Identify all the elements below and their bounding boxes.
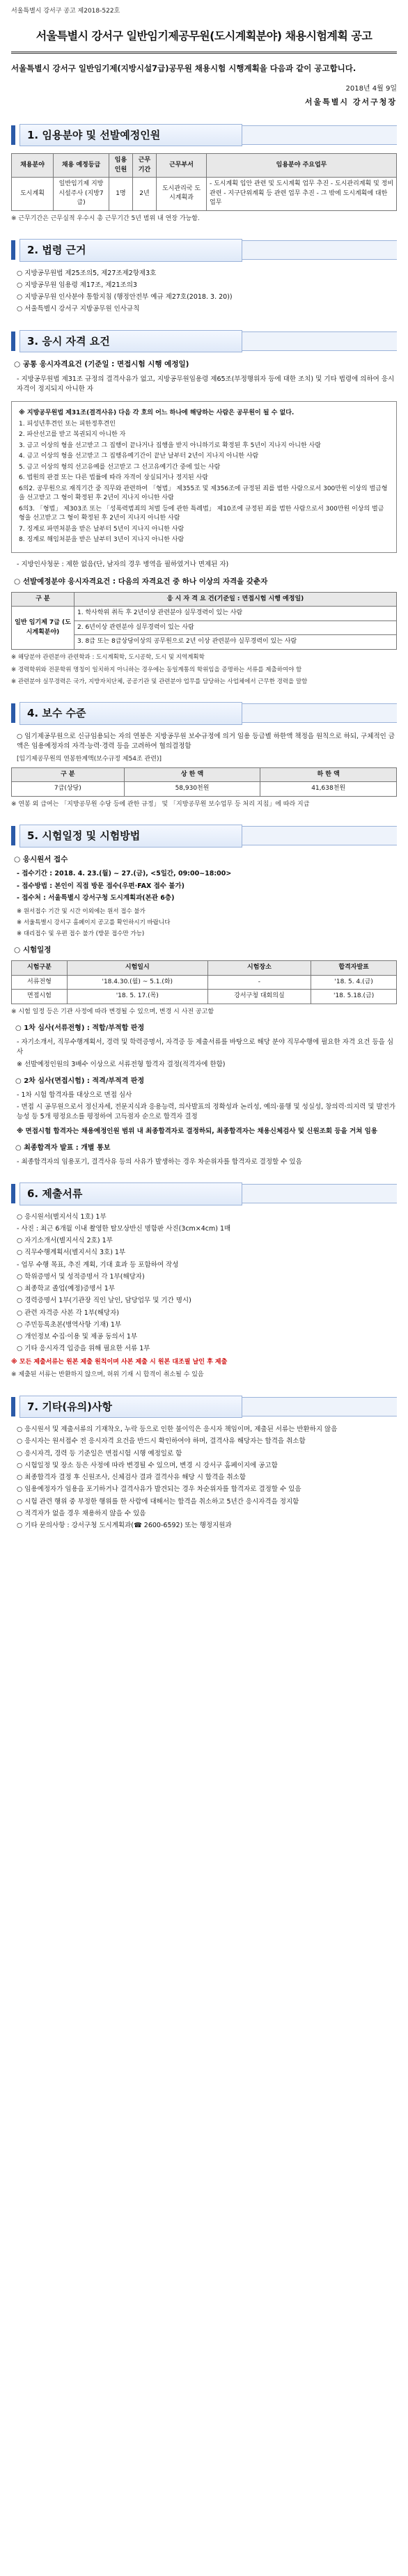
section-note: ※ 제출된 서류는 반환하지 않으며, 허위 기재 시 합격이 취소될 수 있음 bbox=[11, 1371, 204, 1379]
col-header: 근무부서 bbox=[157, 154, 207, 178]
table-cell: '18. 5. 17.(목) bbox=[67, 990, 207, 1004]
disqualification-box bbox=[11, 401, 397, 553]
list-item: ○ 개인정보 수집·이용 및 제공 동의서 1부 bbox=[17, 1333, 138, 1341]
list-item: ○ 응시원서 및 제출서류의 기재착오, 누락 등으로 인한 불이익은 응시자 책임이며, 제출된 서류는 반환하지 않음 bbox=[17, 1426, 338, 1434]
section-header-5 bbox=[11, 825, 397, 848]
subheading: ○ 2차 심사(면접시험) : 적격/부적격 판정 bbox=[15, 1077, 145, 1085]
schedule-table bbox=[11, 960, 397, 1004]
section-note: ※ 연봉 외 급여는 「지방공무원 수당 등에 관한 규정」 및 「지방공무원 보수업무 등 처리 지침」에 따라 지급 bbox=[11, 800, 310, 808]
list-item: 3. 금고 이상의 형을 선고받고 그 집행이 끝나거나 집행을 받지 아니하기로 확정된 후 5년이 지나지 아니한 사람 bbox=[19, 442, 321, 449]
col-header: 하 한 액 bbox=[260, 767, 397, 782]
issuer: 서울특별시 강서구청장 bbox=[304, 97, 397, 107]
col-header: 채용분야 bbox=[12, 154, 54, 178]
list-item: ※ 서울특별시 강서구 홈페이지 공고를 확인하시기 바랍니다 bbox=[17, 919, 171, 926]
list-item: ○ 학위증명서 및 성적증명서 각 1부(해당자) bbox=[17, 1272, 145, 1281]
table-cell: '18.4.30.(월) ~ 5.1.(화) bbox=[67, 975, 207, 990]
table-cell: 도시관리국 도시계획과 bbox=[157, 178, 207, 211]
table-cell: 3. 8급 또는 8급상당이상의 공무원으로 2년 이상 관련분야 실무경력이 있는 사람 bbox=[74, 635, 397, 650]
table-cell: 강서구청 대회의실 bbox=[207, 990, 311, 1004]
col-header: 구 분 bbox=[12, 767, 125, 782]
table-cell: 58,930천원 bbox=[124, 782, 260, 797]
list-item: - 면접 시 공무원으로서 정신자세, 전문지식과 응용능력, 의사발표의 정확성과 논리성, 예의·품행 및 성실성, 창의력·의지력 및 발전가능성 등 5개 평정요소를 평정하여 고득점자 순으로 합격자 결정 bbox=[17, 1103, 396, 1121]
list-item: - 접수방법 : 본인이 직접 방문 접수(우편·FAX 접수 불가) bbox=[17, 882, 185, 890]
table-cell: 7급(상당) bbox=[12, 782, 125, 797]
table-cell: '18. 5.18.(금) bbox=[311, 990, 397, 1004]
col-header: 시험구분 bbox=[12, 961, 68, 976]
list-item: 6의3. 「형법」 제303조 또는 「성폭력범죄의 처벌 등에 관한 특례법」 제10조에 규정된 죄를 범한 사람으로서 300만원 이상의 벌금형을 선고받고 그 형이 확정된 후 2년이 지나지 아니한 사람 bbox=[19, 505, 384, 522]
list-item: ○ 임용예정자가 임용을 포기하거나 결격사유가 발견되는 경우 차순위자를 합격자로 결정할 수 있음 bbox=[17, 1485, 301, 1494]
col-header: 근무 기간 bbox=[133, 154, 157, 178]
section-title: 3. 응시 자격 요건 bbox=[19, 330, 242, 353]
list-item: ○ 서울특별시 강서구 지방공무원 인사규칙 bbox=[17, 305, 140, 313]
table-cell: 1명 bbox=[109, 178, 133, 211]
list-item: - 지방인사청문 : 제한 없음(단, 남자의 경우 병역을 필하였거나 면제된 자) bbox=[17, 560, 229, 568]
list-item: ○ 응시원서(별지서식 1호) 1부 bbox=[17, 1212, 107, 1221]
table-cell: 면접시험 bbox=[12, 990, 68, 1004]
col-header: 상 한 액 bbox=[124, 767, 260, 782]
section-title: 7. 기타(유의)사항 bbox=[19, 1396, 242, 1419]
section-title: 2. 법령 근거 bbox=[19, 239, 242, 262]
table-cell: 2. 6년이상 관련분야 실무경력이 있는 사람 bbox=[74, 620, 397, 635]
list-item: 5. 금고 이상의 형의 선고유예를 선고받고 그 선고유예기간 중에 있는 사람 bbox=[19, 463, 221, 471]
col-header: 응 시 자 격 요 건(기준일 : 면접시험 시행 예정일) bbox=[74, 592, 397, 607]
section-header-2 bbox=[11, 239, 397, 262]
section-note: ※ 관련분야 실무경력은 국가, 지방자치단체, 공공기관 및 관련분야 업무를 담당하는 사업체에서 근무한 경력을 말함 bbox=[11, 678, 308, 686]
section-note: ※ 모든 제출서류는 원본 제출 원칙이며 사본 제출 시 원본 대조필 날인 후 제출 bbox=[11, 1358, 228, 1366]
list-item: ○ 시험 관련 행위 중 부정한 행위를 한 사람에 대해서는 합격을 취소하고 5년간 응시자격을 정지함 bbox=[17, 1497, 299, 1506]
table-cell: 도시계획 bbox=[12, 178, 54, 211]
section-header-4 bbox=[11, 702, 397, 725]
col-header: 시험장소 bbox=[207, 961, 311, 976]
section-note: ※ 경력학위와 전문학위 명칭이 일치하지 아니하는 경우에는 동일계통의 학위임을 증명하는 서류를 제출하여야 함 bbox=[11, 666, 302, 673]
list-item: 6의2. 공무원으로 재직기간 중 직무와 관련하여 「형법」 제355조 및 제356조에 규정된 죄를 범한 사람으로서 300만원 이상의 벌금형을 선고받고 그 형이 확정된 후 2년이 지나지 아니한 사람 bbox=[19, 485, 388, 502]
table-row bbox=[12, 975, 397, 990]
list-item: - 1차 시험 합격자를 대상으로 면접 심사 bbox=[17, 1091, 132, 1099]
notice-date: 2018년 4월 9일 bbox=[345, 85, 397, 93]
list-item: - 접수처 : 서울특별시 강서구청 도시계획과(본관 6층) bbox=[17, 893, 175, 902]
section-header-1 bbox=[11, 124, 397, 147]
legal-basis-list bbox=[17, 269, 397, 315]
list-item: 2. 파산선고를 받고 복권되지 아니한 자 bbox=[19, 431, 126, 439]
list-item: - 사진 : 최근 6개월 이내 촬영한 탈모상반신 명함판 사진(3cm×4cm) 1매 bbox=[17, 1224, 231, 1233]
list-item: - 지방공무원법 제31조 규정의 결격사유가 없고, 지방공무원임용령 제65조(부정행위자 등에 대한 조치) 및 기타 법령에 의하여 응시자격이 정지되지 아니한 자 bbox=[17, 375, 395, 393]
list-item: 4. 금고 이상의 형을 선고받고 그 집행유예기간이 끝난 날부터 2년이 지나지 아니한 사람 bbox=[19, 453, 259, 460]
list-item: ○ 지방공무원 임용령 제17조, 제21조의3 bbox=[17, 281, 137, 289]
subheading: ○ 선발예정분야 응시자격요건 : 다음의 자격요건 중 하나 이상의 자격을 갖춘자 bbox=[14, 577, 268, 586]
page-title: 서울특별시 강서구 일반임기제공무원(도시계획분야) 채용시험계획 공고 bbox=[11, 28, 397, 54]
section-header-7 bbox=[11, 1396, 397, 1419]
list-item: ○ 관련 자격증 사본 각 1부(해당자) bbox=[17, 1309, 119, 1317]
section-title: 6. 제출서류 bbox=[19, 1182, 242, 1205]
col-header: 구 분 bbox=[12, 592, 74, 607]
list-item: ○ 지방공무원 인사분야 통합지침 (행정안전부 예규 제27호(2018. 3. 20)) bbox=[17, 293, 233, 302]
table-row bbox=[12, 178, 397, 211]
box-title: ※ 지방공무원법 제31조(결격사유) 다음 각 호의 어느 하나에 해당하는 사람은 공무원이 될 수 없다. bbox=[19, 409, 295, 417]
list-item: - 접수기간 : 2018. 4. 23.(월) ~ 27.(금), <5일간, 09:00~18:00> bbox=[17, 870, 232, 878]
section-note: ※ 해당분야 관련분야 관련학과 : 도시계획학, 도시공학, 도시 및 지역계획학 bbox=[11, 653, 205, 661]
table-row bbox=[12, 782, 397, 797]
list-item: ○ 최종학교 졸업(예정)증명서 1부 bbox=[17, 1285, 115, 1293]
list-item: ○ 기타 문의사항 : 강서구청 도시계획과(☎ 2600-6592) 또는 행정지원과 bbox=[17, 1522, 232, 1530]
section-title: 1. 임용분야 및 선발예정인원 bbox=[19, 124, 242, 147]
col-header: 합격자발표 bbox=[311, 961, 397, 976]
salary-table bbox=[11, 767, 397, 797]
list-item: ○ 경력증명서 1부(기관장 직인 날인, 담당업무 및 기간 명시) bbox=[17, 1297, 191, 1305]
list-item: ○ 응시자격, 경력 등 기준일은 면접시험 시행 예정일로 함 bbox=[17, 1449, 182, 1458]
table-cell: 1. 학사학위 취득 후 2년이상 관련분야 실무경력이 있는 사람 bbox=[74, 607, 397, 621]
list-item: - 업무 수행 목표, 추진 계획, 기대 효과 등 포함하여 작성 bbox=[17, 1260, 179, 1269]
list-item: ○ 지방공무원법 제25조의5, 제27조제2항제3호 bbox=[17, 269, 157, 277]
subheading: ○ 1차 심사(서류전형) : 적합/부적합 판정 bbox=[15, 1024, 145, 1033]
list-item: 6. 법원의 판결 또는 다른 법률에 따라 자격이 상실되거나 정지된 사람 bbox=[19, 474, 208, 482]
col-header: 임용 인원 bbox=[109, 154, 133, 178]
list-item: ※ 대리접수 및 우편 접수 불가 (방문 접수만 가능) bbox=[17, 930, 145, 937]
list-item: 8. 징계로 해임처분을 받은 날부터 3년이 지나지 아니한 사람 bbox=[19, 536, 185, 544]
table-cell: 41,638천원 bbox=[260, 782, 397, 797]
subheading: ○ 시험일정 bbox=[14, 946, 52, 955]
list-item: ※ 선발예정인원의 3배수 이상으로 서류전형 합격자 결정(적격자에 한함) bbox=[17, 1060, 226, 1068]
notice-number: 서울특별시 강서구 공고 제2018-522호 bbox=[11, 8, 120, 15]
table-row bbox=[12, 607, 397, 621]
col-header: 채용 예정등급 bbox=[54, 154, 109, 178]
intro-text: 서울특별시 강서구 일반임기제(지방시설7급)공무원 채용시험 시행계획을 다음과 같이 공고합니다. bbox=[11, 63, 356, 73]
table-cell: 2년 bbox=[133, 178, 157, 211]
subheading: ○ 응시원서 접수 bbox=[14, 854, 68, 864]
table-row bbox=[12, 990, 397, 1004]
list-item: ※ 원서접수 기간 및 시간 이외에는 원서 접수 불가 bbox=[17, 908, 146, 916]
list-item: ○ 직무수행계획서(별지서식 3호) 1부 bbox=[17, 1249, 126, 1257]
subheading: ○ 최종합격자 발표 : 개별 통보 bbox=[15, 1143, 111, 1152]
list-item: ※ 면접시험 합격자는 채용예정인원 범위 내 최종합격자로 결정하되, 최종합격자는 채용신체검사 및 신원조회 등을 거쳐 임용 bbox=[17, 1127, 377, 1135]
section-header-6 bbox=[11, 1182, 397, 1205]
table-cell: 서류전형 bbox=[12, 975, 68, 990]
section-note: ※ 시험 일정 등은 기관 사정에 따라 변경될 수 있으며, 변경 시 사전 공고함 bbox=[11, 1008, 214, 1015]
subheading: ○ 공통 응시자격요건 (기준일 : 면접시험 시행 예정일) bbox=[14, 360, 189, 369]
table-cell: - 도시계획 입안 관련 및 도시계획 업무 추진 - 도시관리계획 및 정비 관련 - 지구단위계획 등 관련 업무 추진 - 그 밖에 도시계획에 대한 업무 bbox=[207, 178, 397, 211]
section-header-3 bbox=[11, 330, 397, 353]
col-header: 임용분야 주요업무 bbox=[207, 154, 397, 178]
list-item: 7. 징계로 파면처분을 받은 날부터 5년이 지나지 아니한 사람 bbox=[19, 525, 185, 533]
list-item: ○ 최종합격자 결정 후 신원조사, 신체검사 결과 결격사유 해당 시 합격을 취소함 bbox=[17, 1474, 246, 1482]
table-cell: 일반임기제 지방시설주사 (지방7급) bbox=[54, 178, 109, 211]
position-table bbox=[11, 153, 397, 211]
section-note: ※ 근무기간은 근무실적 우수시 총 근무기간 5년 범위 내 연장 가능함. bbox=[11, 214, 200, 222]
list-item: ○ 적격자가 없을 경우 채용하지 않을 수 있음 bbox=[17, 1509, 146, 1517]
list-item: ○ 자기소개서(별지서식 2호) 1부 bbox=[17, 1237, 113, 1245]
table-caption: [임기제공무원의 연봉한계액(보수규정 제54조 관련)] bbox=[17, 756, 162, 763]
list-item: ○ 주민등록초본(병역사항 기재) 1부 bbox=[17, 1320, 122, 1329]
list-item: ○ 기타 응시자격 입증을 위해 필요한 서류 1부 bbox=[17, 1345, 150, 1353]
table-cell: '18. 5. 4.(금) bbox=[311, 975, 397, 990]
section-title: 4. 보수 수준 bbox=[19, 702, 242, 725]
paragraph: ○ 임기제공무원으로 신규임용되는 자의 연봉은 지방공무원 보수규정에 의거 임용 등급별 하한액 책정을 원칙으로 하되, 구체적인 금액은 임용예정자의 자격·능력·경력 등을 고려하여 협의결정함 bbox=[17, 732, 395, 750]
list-item: - 자기소개서, 직무수행계획서, 경력 및 학력증명서, 자격증 등 제출서류를 바탕으로 해당 분야 직무수행에 필요한 자격 요건 등을 심사 bbox=[17, 1038, 394, 1056]
table-cell: - bbox=[207, 975, 311, 990]
list-item: - 최종합격자의 임용포기, 결격사유 등의 사유가 발생하는 경우 차순위자를 합격자로 결정할 수 있음 bbox=[17, 1157, 302, 1166]
list-item: ○ 시험일정 및 장소 등은 사정에 따라 변경될 수 있으며, 변경 시 강서구 홈페이지에 공고함 bbox=[17, 1461, 278, 1469]
list-item: 1. 피성년후견인 또는 피한정후견인 bbox=[19, 420, 116, 428]
list-item: ○ 응시자는 원서접수 전 응시자격 요건을 반드시 확인하여야 하며, 결격사유 해당자는 합격을 취소함 bbox=[17, 1437, 306, 1446]
table-cell: 일반 임기제 7급 (도시계획분야) bbox=[12, 607, 74, 650]
qualification-table bbox=[11, 592, 397, 650]
col-header: 시험일시 bbox=[67, 961, 207, 976]
section-title: 5. 시험일정 및 시험방법 bbox=[19, 825, 242, 848]
